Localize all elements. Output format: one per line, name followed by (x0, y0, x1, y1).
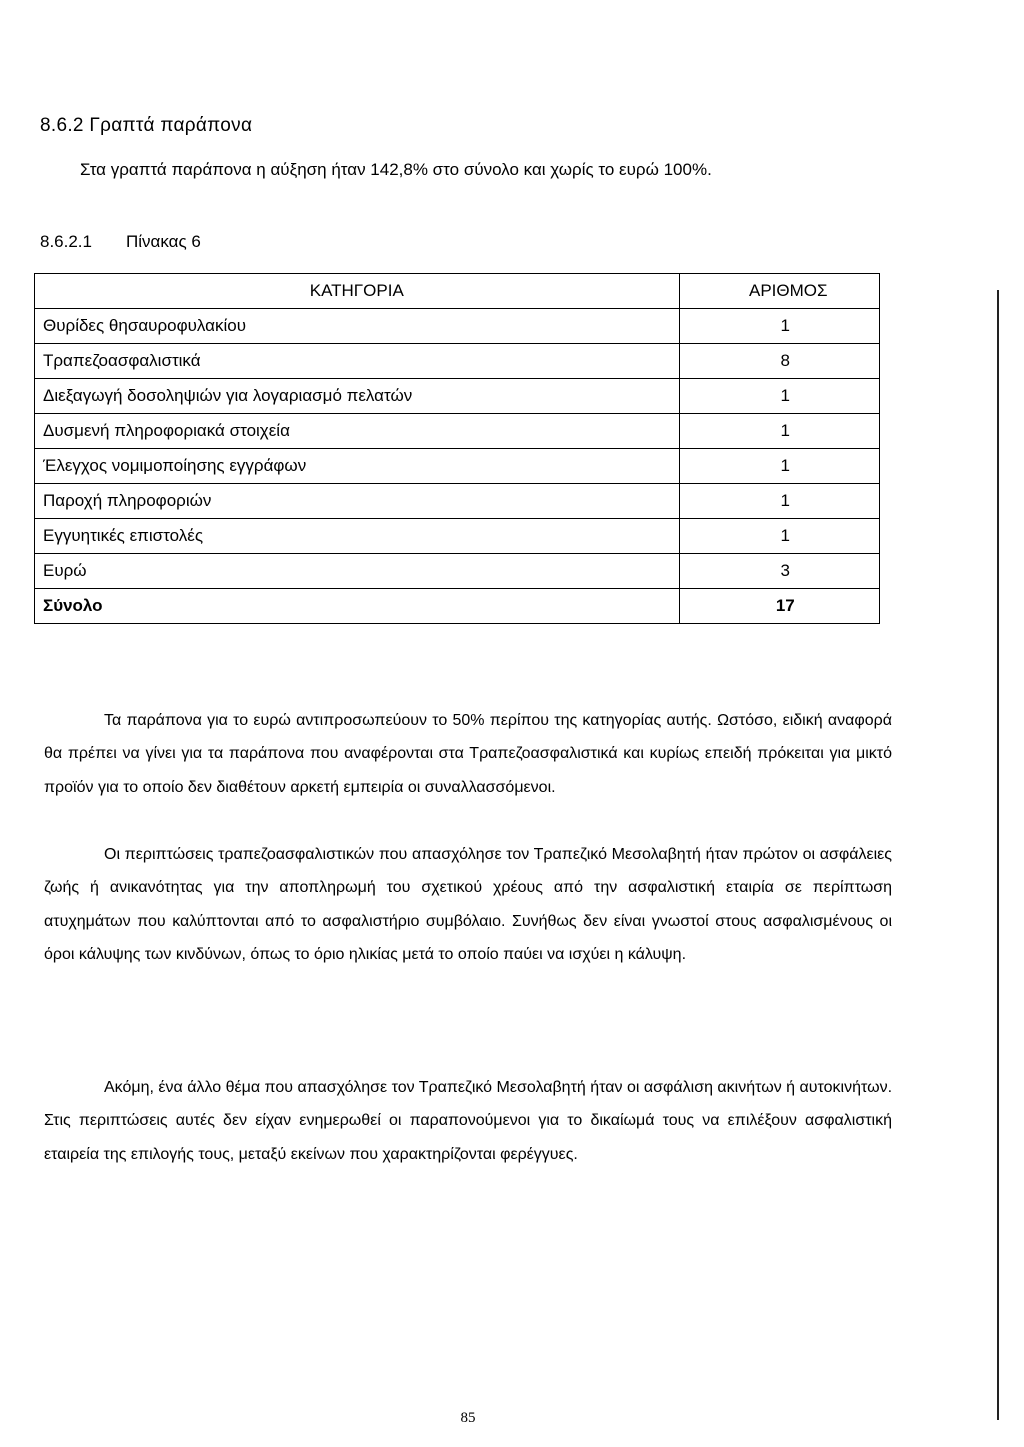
margin-rule (997, 290, 999, 1420)
table-header-row (35, 274, 880, 309)
table-row (35, 309, 880, 344)
row-category: Έλεγχος νομιμοποίησης εγγράφων (35, 449, 680, 484)
row-category: Δυσμενή πληροφοριακά στοιχεία (35, 414, 680, 449)
row-category: Παροχή πληροφοριών (35, 484, 680, 519)
row-count: 1 (679, 484, 879, 519)
paragraph-body: ασφάλιση ακινήτων ή αυτοκινήτων. Στις περιπτώσεις αυτές δεν είχαν ενημερωθεί οι παραπονούμενοι για το δικαίωμά τους να επιλέξουν ασφαλιστική εταιρεία της επιλογής τους, μεταξύ εκείνων που χαρακτηρίζονται φερέγγυες. (44, 1079, 893, 1163)
row-count: 1 (679, 414, 879, 449)
table-total-row (35, 589, 880, 624)
total-label: Σύνολο (35, 589, 680, 624)
row-category: Θυρίδες θησαυροφυλακίου (35, 309, 680, 344)
row-count: 1 (679, 449, 879, 484)
row-count: 3 (679, 554, 879, 589)
complaints-table (34, 273, 880, 624)
row-count: 1 (679, 309, 879, 344)
row-category: Εγγυητικές επιστολές (35, 519, 680, 554)
total-count: 17 (679, 589, 879, 624)
row-category: Ευρώ (35, 554, 680, 589)
row-count: 1 (679, 379, 879, 414)
paragraph-lead: Τα παράπονα για το ευρώ αντιπροσωπεύουν το 50% περίπου της κατηγορίας αυτής. (104, 712, 712, 729)
page-number: 85 (460, 1410, 476, 1426)
table-caption-number: 8.6.2.1 (40, 232, 92, 251)
row-category: Διεξαγωγή δοσοληψιών για λογαριασμό πελατών (35, 379, 680, 414)
header-count: ΑΡΙΘΜΟΣ (679, 274, 879, 309)
table-row (35, 344, 880, 379)
table-row (35, 414, 880, 449)
paragraph-lead: Ακόμη, ένα άλλο θέμα που απασχόλησε τον Τραπεζικό Μεσολαβητή ήταν οι (104, 1079, 640, 1096)
paragraph-property-insurance (44, 1071, 892, 1171)
paragraph-euro (44, 704, 892, 804)
table-row (35, 554, 880, 589)
table-row (35, 449, 880, 484)
row-count: 1 (679, 519, 879, 554)
header-category: ΚΑΤΗΓΟΡΙΑ (35, 274, 680, 309)
intro-text: Στα γραπτά παράπονα η αύξηση ήταν 142,8% στο σύνολο και χωρίς το ευρώ 100%. (80, 160, 712, 179)
section-title: Γραπτά παράπονα (89, 115, 253, 136)
table-row (35, 484, 880, 519)
table-caption-title: Πίνακας 6 (126, 232, 201, 251)
row-count: 8 (679, 344, 879, 379)
paragraph-body: Ωστόσο, ειδική αναφορά θα πρέπει να γίνει για τα παράπονα που αναφέρονται στα Τραπεζοασφαλιστικά και κυρίως επειδή πρόκειται για μικτό προϊόν για το οποίο δεν διαθέτουν αρκετή εμπειρία οι συναλλασσόμενοι. (44, 712, 893, 796)
paragraph-body: ήταν πρώτον οι ασφάλειες ζωής ή ανικανότητας για την αποπληρωμή του σχετικού χρέους από την ασφαλιστική εταιρία σε περίπτωση ατυχημάτων που καλύπτονται από το ασφαλιστήριο συμβόλαιο. Συνήθως δεν είναι γνωστοί στους ασφαλισμένους οι όροι κάλυψης των κινδύνων, όπως το όριο ηλικίας μετά το οποίο παύει να ισχύει η κάλυψη. (44, 846, 893, 964)
table-caption (40, 232, 201, 252)
table-row (35, 379, 880, 414)
section-heading (40, 115, 252, 137)
paragraph-lead: Οι περιπτώσεις τραπεζοασφαλιστικών που απασχόλησε τον Τραπεζικό Μεσολαβητή (104, 846, 701, 863)
section-number: 8.6.2 (40, 115, 84, 136)
paragraph-bancassurance (44, 838, 892, 972)
table-row (35, 519, 880, 554)
row-category: Τραπεζοασφαλιστικά (35, 344, 680, 379)
